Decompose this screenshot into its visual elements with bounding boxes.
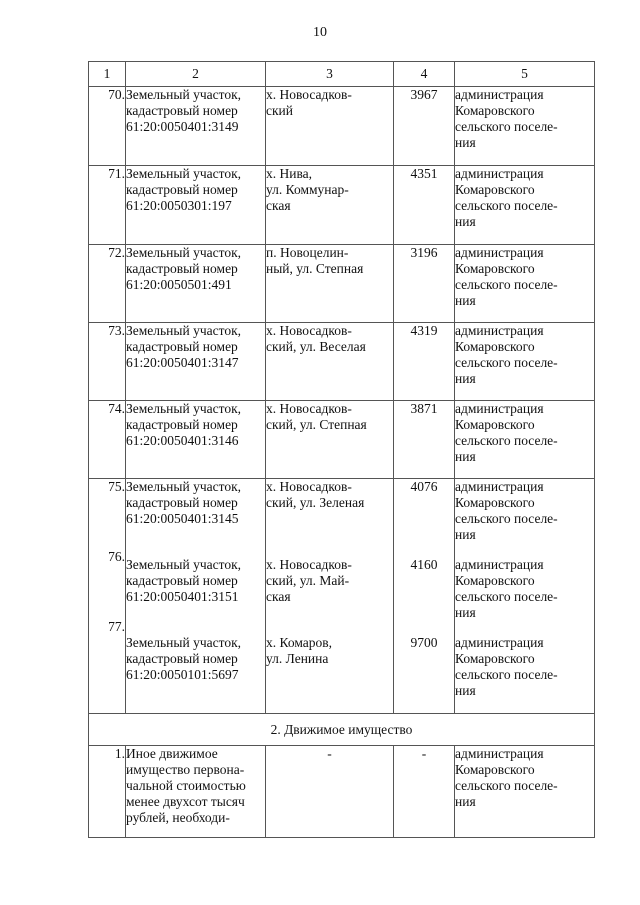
property-area: 3871: [394, 401, 455, 479]
row-number: 76.: [108, 549, 125, 564]
property-name: Иное движимое имущество первона- чальной стоимостью менее двухсот тысяч рублей, необходи-: [126, 746, 266, 838]
row-number: 77.: [108, 619, 125, 634]
property-address: п. Новоцелин- ный, ул. Степная: [266, 245, 394, 323]
column-header-5: 5: [455, 62, 595, 87]
property-name: Земельный участок, кадастровый номер 61:20:0050401:3145: [126, 479, 242, 526]
property-holder: администрация Комаровского сельского поселе- ния: [455, 166, 595, 245]
property-address: х. Новосадков- ский, ул. Степная: [266, 401, 394, 479]
property-area: 4351: [394, 166, 455, 245]
property-name: Земельный участок, кадастровый номер 61:20:0050501:491: [126, 245, 266, 323]
property-holder: администрация Комаровского сельского поселе- ния: [455, 746, 595, 838]
column-header-2: 2: [126, 62, 266, 87]
table-header-row: [89, 62, 595, 87]
property-area: -: [394, 746, 455, 838]
property-name: Земельный участок, кадастровый номер 61:20:0050301:197: [126, 166, 266, 245]
property-holder: администрация Комаровского сельского поселе- ния: [455, 87, 595, 166]
section-heading-row: [89, 714, 595, 746]
row-number: 74.: [89, 401, 126, 479]
property-address: -: [266, 746, 394, 838]
table-row: [89, 401, 595, 479]
section-heading: 2. Движимое имущество: [89, 714, 595, 746]
property-holder: администрация Комаровского сельского поселе- ния: [455, 635, 558, 698]
row-number: 70.: [89, 87, 126, 166]
property-name: Земельный участок, кадастровый номер 61:20:0050401:3147: [126, 323, 266, 401]
row-number: 1.: [89, 746, 126, 838]
property-holder: администрация Комаровского сельского поселе- ния: [455, 401, 595, 479]
row-number: 72.: [89, 245, 126, 323]
property-holder: администрация Комаровского сельского поселе- ния: [455, 245, 595, 323]
table-row: [89, 166, 595, 245]
property-holder: администрация Комаровского сельского поселе- ния: [455, 557, 558, 620]
table-row: [89, 245, 595, 323]
property-address: х. Новосадков- ский, ул. Зеленая: [266, 479, 365, 510]
property-name: Земельный участок, кадастровый номер 61:20:0050101:5697: [126, 635, 242, 682]
property-address: х. Новосадков- ский: [266, 87, 394, 166]
property-holder: администрация Комаровского сельского поселе- ния: [455, 323, 595, 401]
property-name: Земельный участок, кадастровый номер 61:20:0050401:3151: [126, 557, 242, 604]
property-area: 3967: [394, 87, 455, 166]
table-row: [89, 87, 595, 166]
page-number: 10: [313, 25, 327, 40]
property-area: 4319: [394, 323, 455, 401]
row-number: 71.: [89, 166, 126, 245]
property-area: 4160: [410, 557, 438, 572]
property-address: х. Комаров, ул. Ленина: [266, 635, 333, 666]
property-name: Земельный участок, кадастровый номер 61:20:0050401:3149: [126, 87, 266, 166]
property-registry-table: [88, 61, 595, 838]
column-header-4: 4: [394, 62, 455, 87]
row-number: 73.: [89, 323, 126, 401]
table-row: [89, 746, 595, 838]
property-holder: администрация Комаровского сельского поселе- ния: [455, 479, 558, 542]
property-address: х. Новосадков- ский, ул. Май- ская: [266, 557, 352, 604]
property-area: 3196: [394, 245, 455, 323]
column-header-3: 3: [266, 62, 394, 87]
column-header-1: 1: [89, 62, 126, 87]
row-number: 75.: [108, 479, 125, 494]
property-area: 4076: [410, 479, 438, 494]
table-row: [89, 479, 595, 714]
property-address: х. Новосадков- ский, ул. Веселая: [266, 323, 394, 401]
property-area: 9700: [410, 635, 438, 650]
table-row: [89, 323, 595, 401]
property-name: Земельный участок, кадастровый номер 61:20:0050401:3146: [126, 401, 266, 479]
property-address: х. Нива, ул. Коммунар- ская: [266, 166, 394, 245]
